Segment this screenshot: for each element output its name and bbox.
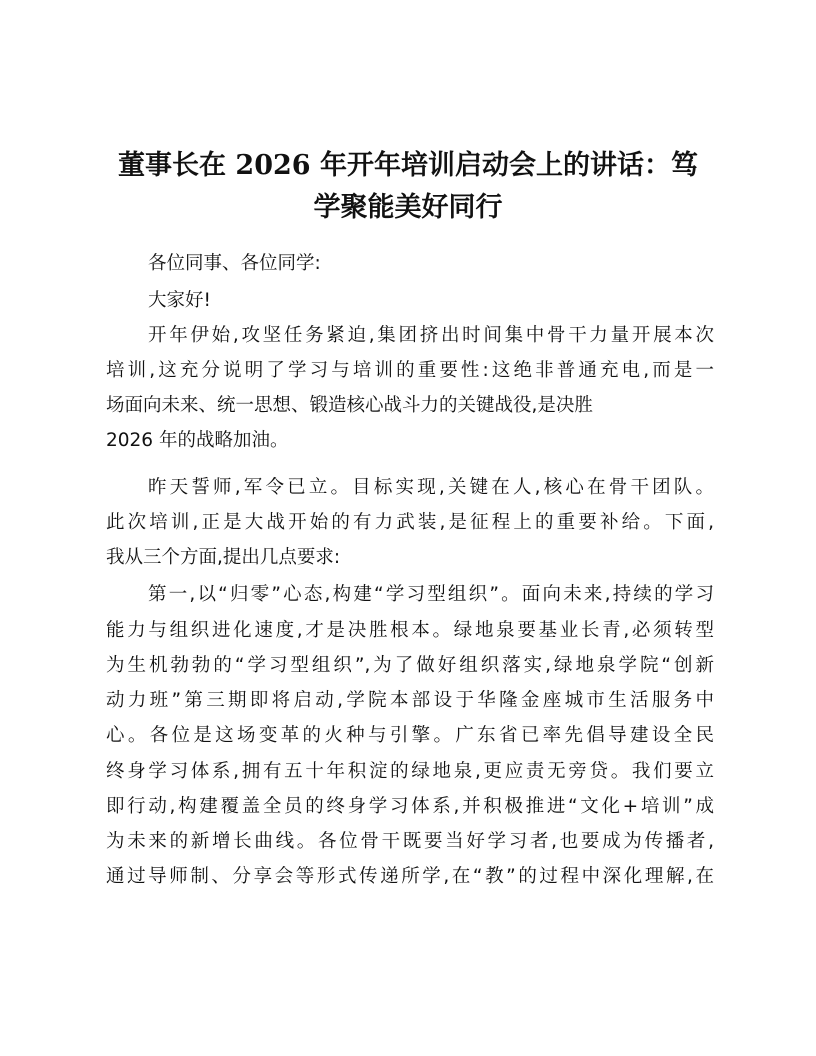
document-title-line-2: 学聚能美好同行 <box>313 192 503 223</box>
body-text-line: 为未来的新增长曲线。各位骨干既要当好学习者,也要成为传播者, <box>106 831 714 852</box>
salutation-line: 各位同事、各位同学: <box>148 253 321 274</box>
body-text-line: 通过导师制、分享会等形式传递所学,在“教”的过程中深化理解,在 <box>106 866 714 887</box>
body-text-line: 此次培训,正是大战开始的有力武装,是征程上的重要补给。下面, <box>106 512 714 533</box>
body-text-line: 即行动,构建覆盖全员的终身学习体系,并积极推进“文化+培训”成 <box>106 796 714 817</box>
body-text-line: 我从三个方面,提出几点要求: <box>106 547 341 568</box>
body-text-line: 动力班”第三期即将启动,学院本部设于华隆金座城市生活服务中 <box>106 690 714 711</box>
body-text-line: 昨天誓师,军令已立。目标实现,关键在人,核心在骨干团队。 <box>148 477 714 498</box>
body-text-line: 能力与组织进化速度,才是决胜根本。绿地泉要基业长青,必须转型 <box>106 620 714 641</box>
body-text-line: 场面向未来、统一思想、锻造核心战斗力的关键战役,是决胜 <box>106 395 593 416</box>
body-text-line: 为生机勃勃的“学习型组织”,为了做好组织落实,绿地泉学院“创新 <box>106 655 714 676</box>
body-text-line: 2026 年的战略加油。 <box>106 430 289 451</box>
body-text-line: 培训,这充分说明了学习与培训的重要性:这绝非普通充电,而是一 <box>106 360 714 381</box>
body-text-line: 第一,以“归零”心态,构建“学习型组织”。面向未来,持续的学习 <box>148 584 714 605</box>
body-text-line: 终身学习体系,拥有五十年积淀的绿地泉,更应责无旁贷。我们要立 <box>106 761 714 782</box>
greeting-line: 大家好! <box>148 290 211 311</box>
body-text-line: 开年伊始,攻坚任务紧迫,集团挤出时间集中骨干力量开展本次 <box>148 325 714 346</box>
body-text-line: 心。各位是这场变革的火种与引擎。广东省已率先倡导建设全民 <box>106 725 714 746</box>
document-title-line-1: 董事长在 2026 年开年培训启动会上的讲话：笃 <box>118 150 698 181</box>
